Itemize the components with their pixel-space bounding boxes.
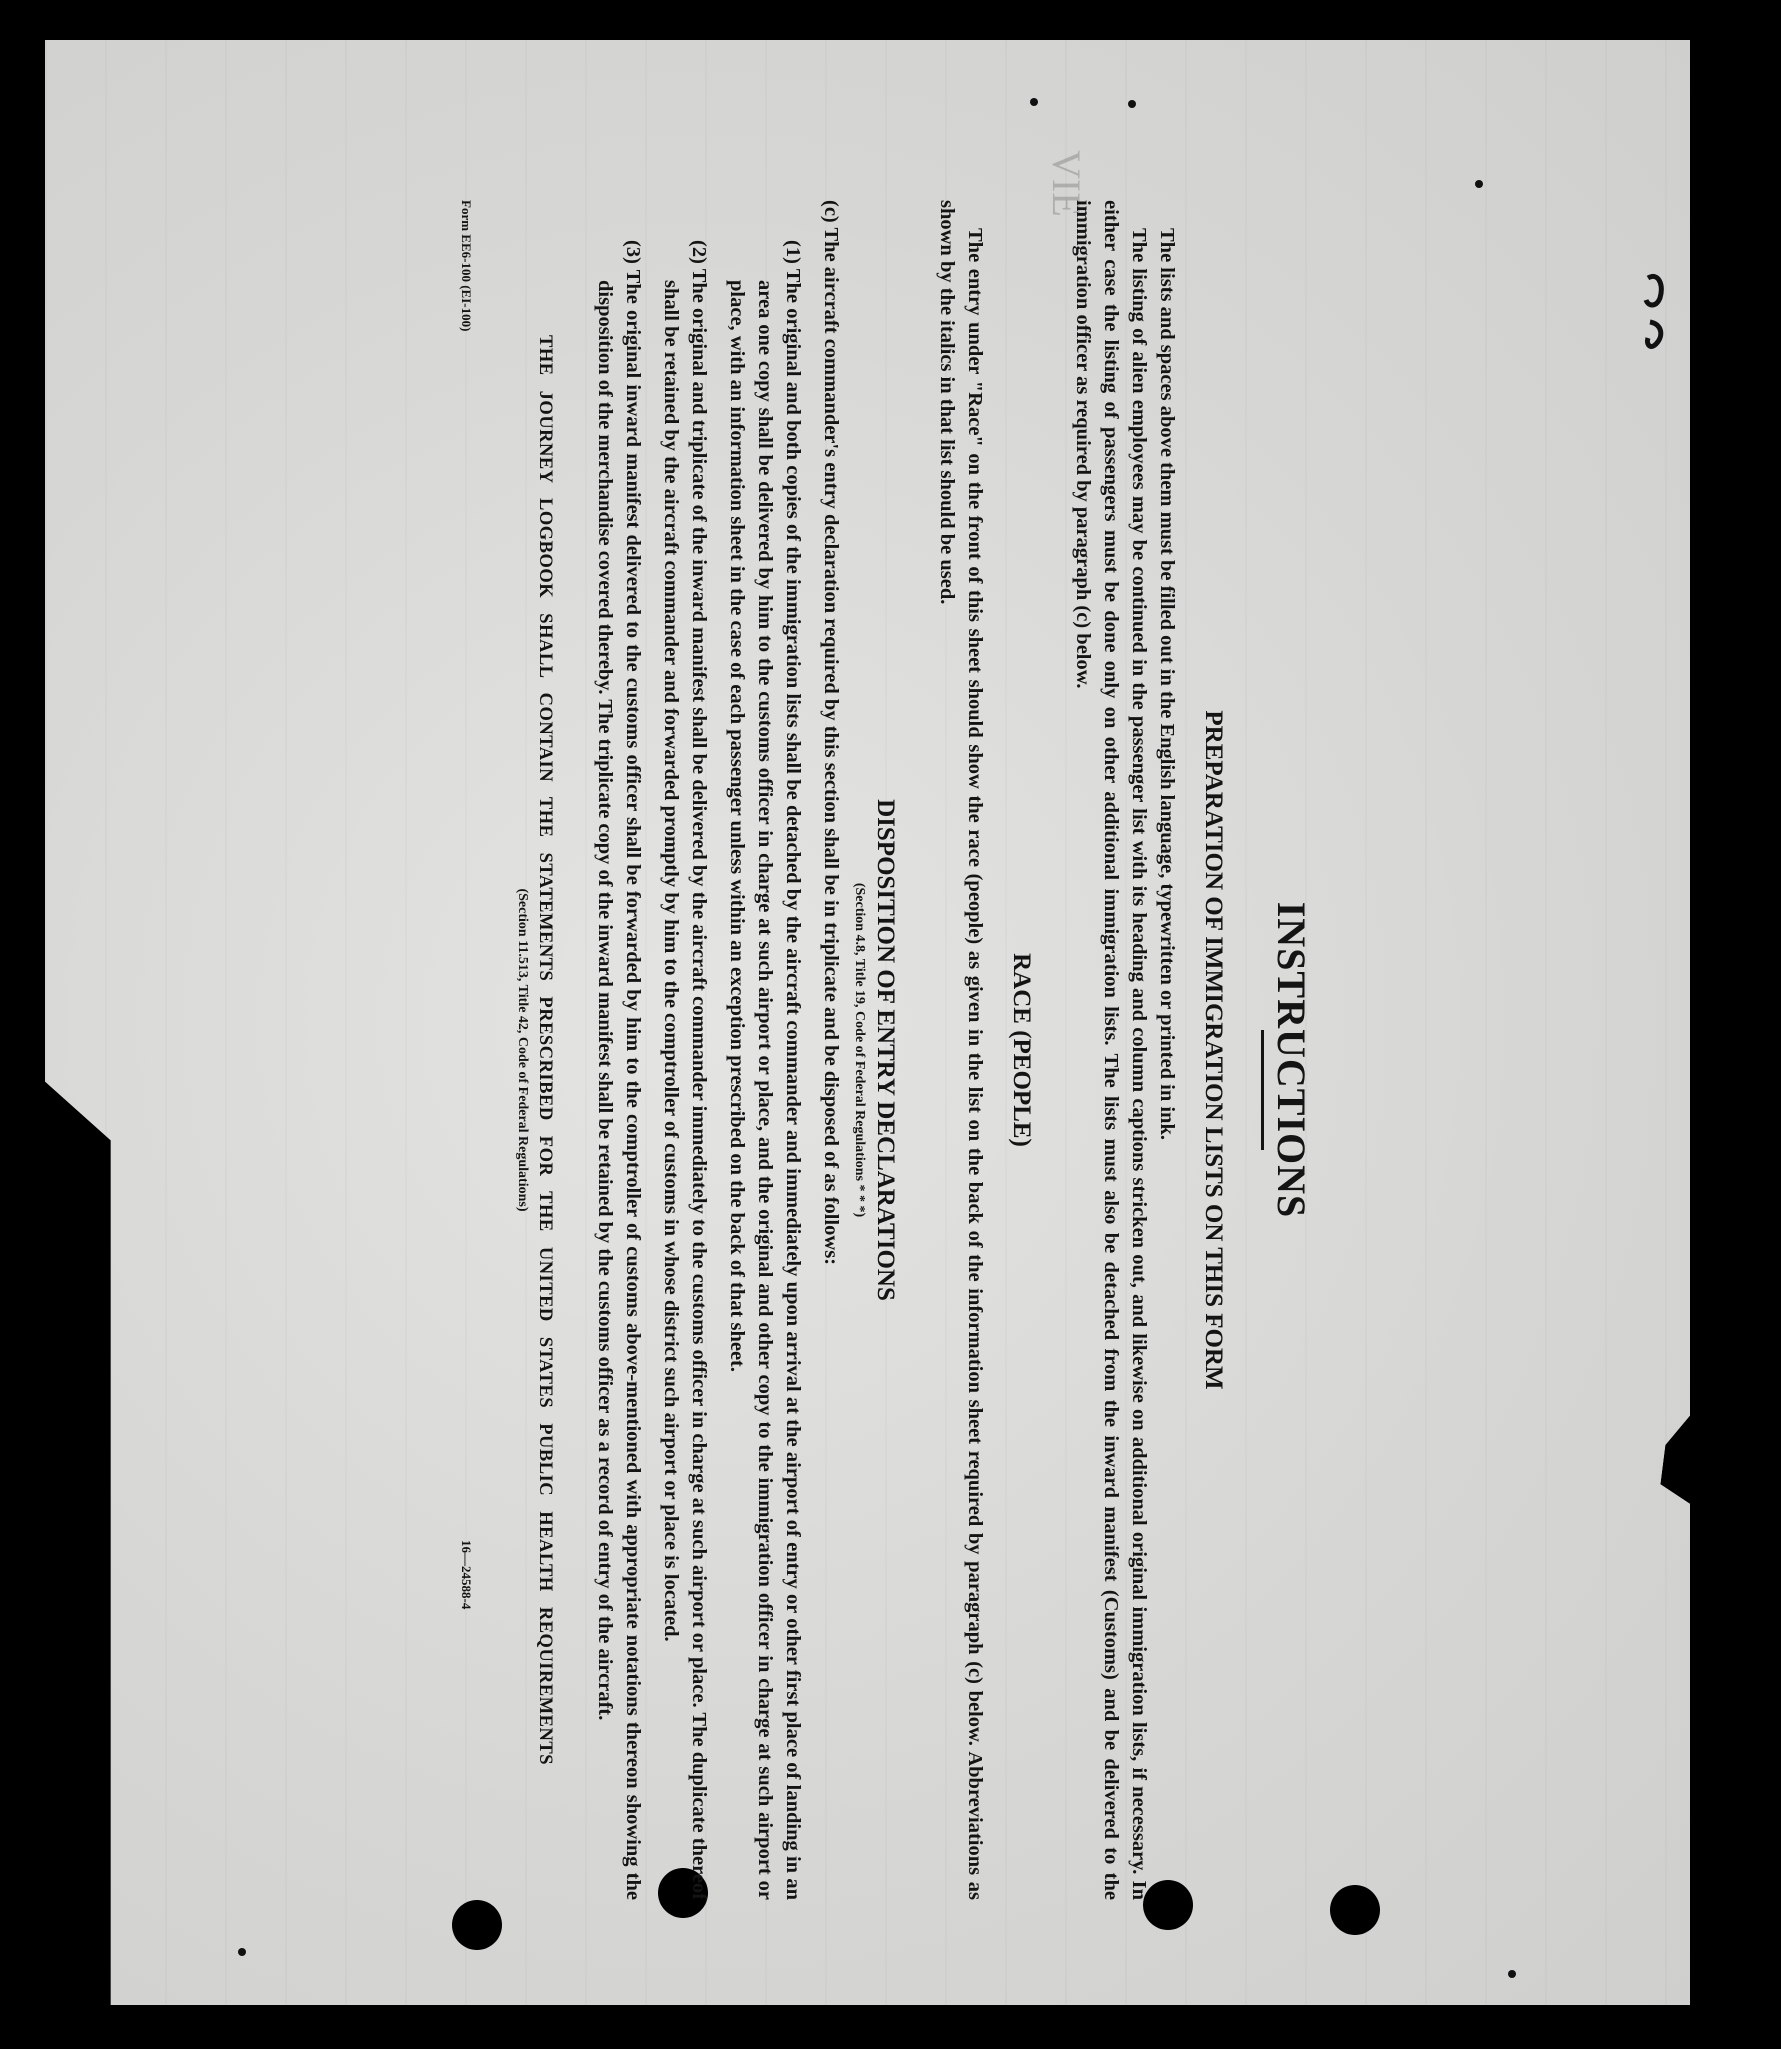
- journey-logbook-citation: (Section 11.513, Title 42, Code of Federal Regulations): [515, 888, 530, 1212]
- ink-dot: [1508, 1970, 1516, 1978]
- journey-logbook-statement: THE JOURNEY LOGBOOK SHALL CONTAIN THE STATEMENTS PRESCRIBED FOR THE UNITED STATES PUBLIC HEALTH REQUIREMENTS: [535, 334, 555, 1765]
- ink-dot: [1128, 100, 1136, 108]
- disposition-citation: (Section 4.8, Title 19, Code of Federal Regulations * * *): [852, 882, 867, 1218]
- ink-dot: [1030, 98, 1038, 106]
- race-paragraph: The entry under "Race" on the front of this sheet should show the race (people) as given in the list on the back of the information sheet required by paragraph (c) below. Abbreviations as shown by the italics in that list should be used.: [936, 200, 986, 1900]
- preparation-heading: PREPARATION OF IMMIGRATION LISTS ON THIS FORM: [1200, 710, 1227, 1390]
- clause-item-1: (1) The original and both copies of the immigration lists shall be detached by the aircraft commander and immediately upon arrival at the airport of entry or other first place of landing in an area one copy shall be delivered by him to the customs officer in charge at such airport or place, and the original and other copy to the immigration officer in charge at such airport or place, with an information sheet in the case of each passenger unless within an exception prescribed on the back of that sheet.: [726, 240, 804, 1900]
- stamp-mark: VIE: [1044, 150, 1089, 217]
- clause-item-2: (2) The original and triplicate of the inward manifest shall be delivered by the aircraft commander immediately to the customs officer in charge at such airport or place. The duplicate thereof shall be retained by the aircraft commander and forwarded promptly by him to the comptroller of customs in whose district such airport or place is located.: [660, 240, 710, 1900]
- form-number: Form EE6-100 (EI-100): [459, 200, 474, 332]
- page-title: INSTRUCTIONS: [1269, 901, 1314, 1219]
- ink-dot: [238, 1948, 246, 1956]
- disposition-heading: DISPOSITION OF ENTRY DECLARATIONS: [872, 799, 899, 1301]
- clause-c: (c) The aircraft commander's entry declaration required by this section shall be in triplicate and be disposed of as follows:: [820, 200, 842, 1266]
- instructions-text-block: [265, 200, 1315, 1900]
- race-heading: RACE (PEOPLE): [1008, 953, 1035, 1147]
- preparation-paragraph-2: The listing of alien employees may be continued in the passenger list with its heading and column captions stricken out, and likewise on additional original immigration lists, if necessary. In either case the listing of passengers must be done only on other additional immigration lists. The lists must also be detached from the inward manifest (Customs) and be delivered to the immigration officer as required by paragraph (c) below.: [1072, 200, 1150, 1900]
- punch-hole: [452, 1900, 502, 1950]
- punch-hole: [1330, 1885, 1380, 1935]
- print-number: 16—24588-4: [459, 1540, 474, 1610]
- ink-dot: [1475, 180, 1483, 188]
- clause-item-3: (3) The original inward manifest delivered to the customs officer shall be forwarded by him to the comptroller of customs above-mentioned with appropriate notations thereon showing the disposition of the merchandise covered thereby. The triplicate copy of the inward manifest shall be retained by the customs officer as a record of entry of the aircraft.: [594, 240, 644, 1900]
- title-underline: [1261, 1030, 1264, 1150]
- preparation-paragraph-1: The lists and spaces above them must be filled out in the English language, typewritten or printed in ink.: [1156, 228, 1178, 1140]
- handwritten-mark: [1640, 270, 1670, 360]
